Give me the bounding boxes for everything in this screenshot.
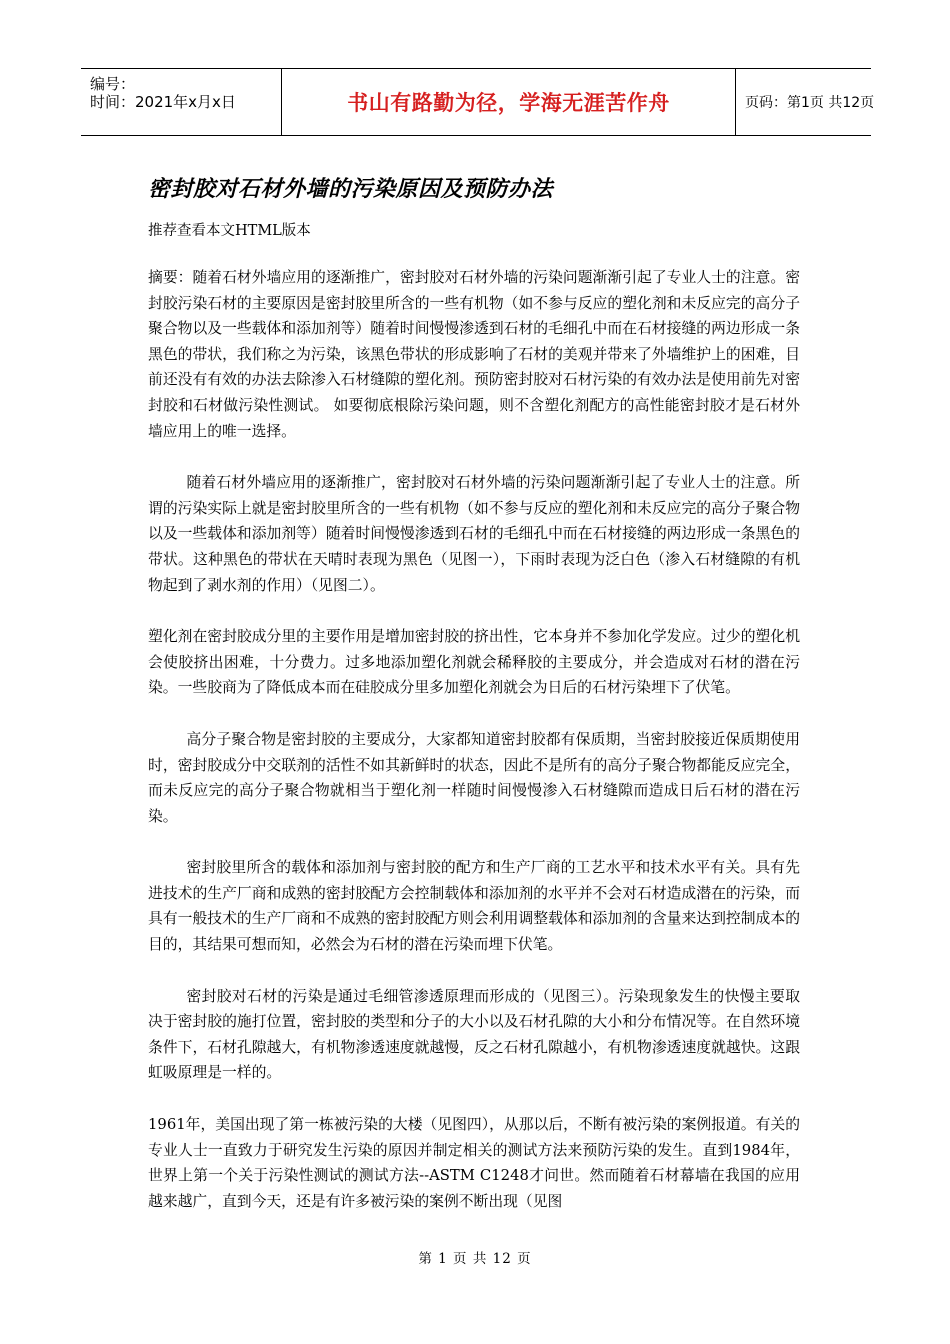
- page-footer: 第 1 页 共 12 页: [418, 1251, 532, 1267]
- page-info: 页码：第1页 共12页: [745, 95, 875, 111]
- abstract-paragraph: 摘要：随着石材外墙应用的逐渐推广，密封胶对石材外墙的污染问题渐渐引起了专业人士的注意。密封胶污染石材的主要原因是密封胶里所含的一些有机物（如不参与反应的塑化剂和未反应完的高分子聚合物以及一些载体和添加剂等）随着时间慢慢渗透到石材的毛细孔中而在石材接缝的两边形成一条黑色的带状，我们称之为污染，该黑色带状的形成影响了石材的美观并带来了外墙维护上的困难，目前还没有有效的办法去除渗入石材缝隙的塑化剂。预防密封胶对石材污染的有效办法是使用前先对密封胶和石材做污染性测试。 如要彻底根除污染问题，则不含塑化剂配方的高性能密封胶才是石材外墙应用上的唯一选择。: [148, 269, 800, 440]
- header-table: [81, 68, 875, 136]
- body-paragraph: 密封胶对石材的污染是通过毛细管渗透原理而形成的（见图三）。污染现象发生的快慢主要取决于密封胶的施打位置，密封胶的类型和分子的大小以及石材孔隙的大小和分布情况等。在自然环境条件下，石材孔隙越大，有机物渗透速度就越慢，反之石材孔隙越小，有机物渗透速度就越快。这跟虹吸原理是一样的。: [148, 987, 800, 1082]
- body-paragraph: 1961年，美国出现了第一栋被污染的大楼（见图四），从那以后，不断有被污染的案例报道。有关的专业人士一直致力于研究发生污染的原因并制定相关的测试方法来预防污染的发生。直到1984年，世界上第一个关于污染性测试的测试方法--ASTM C1248才问世。然而随着石材幕墙在我国的应用越来越广，直到今天，还是有许多被污染的案例不断出现（见图: [148, 1116, 800, 1210]
- html-version-link[interactable]: 推荐查看本文HTML版本: [148, 223, 311, 239]
- body-paragraph: 高分子聚合物是密封胶的主要成分，大家都知道密封胶都有保质期，当密封胶接近保质期使用时，密封胶成分中交联剂的活性不如其新鲜时的状态，因此不是所有的高分子聚合物都能反应完全，而未反应完的高分子聚合物就相当于塑化剂一样随时间慢慢渗入石材缝隙而造成日后石材的潜在污染。: [148, 730, 800, 825]
- motto-text: 书山有路勤为径，学海无涯苦作舟: [347, 91, 670, 115]
- page-info-cell: [736, 69, 875, 135]
- document-body: [148, 265, 800, 1240]
- body-paragraph: 密封胶里所含的载体和添加剂与密封胶的配方和生产厂商的工艺水平和技术水平有关。具有先进技术的生产厂商和成熟的密封胶配方会控制载体和添加剂的水平并不会对石材造成潜在的污染，而具有一般技术的生产厂商和不成熟的密封胶配方则会利用调整载体和添加剂的含量来达到控制成本的目的，其结果可想而知，必然会为石材的潜在污染而埋下伏笔。: [148, 859, 800, 954]
- body-paragraph: 随着石材外墙应用的逐渐推广，密封胶对石材外墙的污染问题渐渐引起了专业人士的注意。所谓的污染实际上就是密封胶里所含的一些有机物（如不参与反应的塑化剂和未反应完的高分子聚合物以及一些载体和添加剂等）随着时间慢慢渗透到石材的毛细孔中而在石材接缝的两边形成一条黑色的带状。这种黑色的带状在天晴时表现为黑色（见图一），下雨时表现为泛白色（渗入石材缝隙的有机物起到了剥水剂的作用）（见图二）。: [148, 474, 800, 594]
- body-paragraph: 塑化剂在密封胶成分里的主要作用是增加密封胶的挤出性，它本身并不参加化学发应。过少的塑化机会使胶挤出困难，十分费力。过多地添加塑化剂就会稀释胶的主要成分，并会造成对石材的潜在污染。一些胶商为了降低成本而在硅胶成分里多加塑化剂就会为日后的石材污染埋下了伏笔。: [148, 628, 800, 697]
- document-title: 密封胶对石材外墙的污染原因及预防办法: [148, 176, 554, 202]
- header-info-cell: [81, 69, 281, 135]
- number-label: 编号：: [90, 75, 136, 93]
- time-label: 时间：2021年x月x日: [90, 93, 236, 111]
- motto-cell: [281, 69, 736, 135]
